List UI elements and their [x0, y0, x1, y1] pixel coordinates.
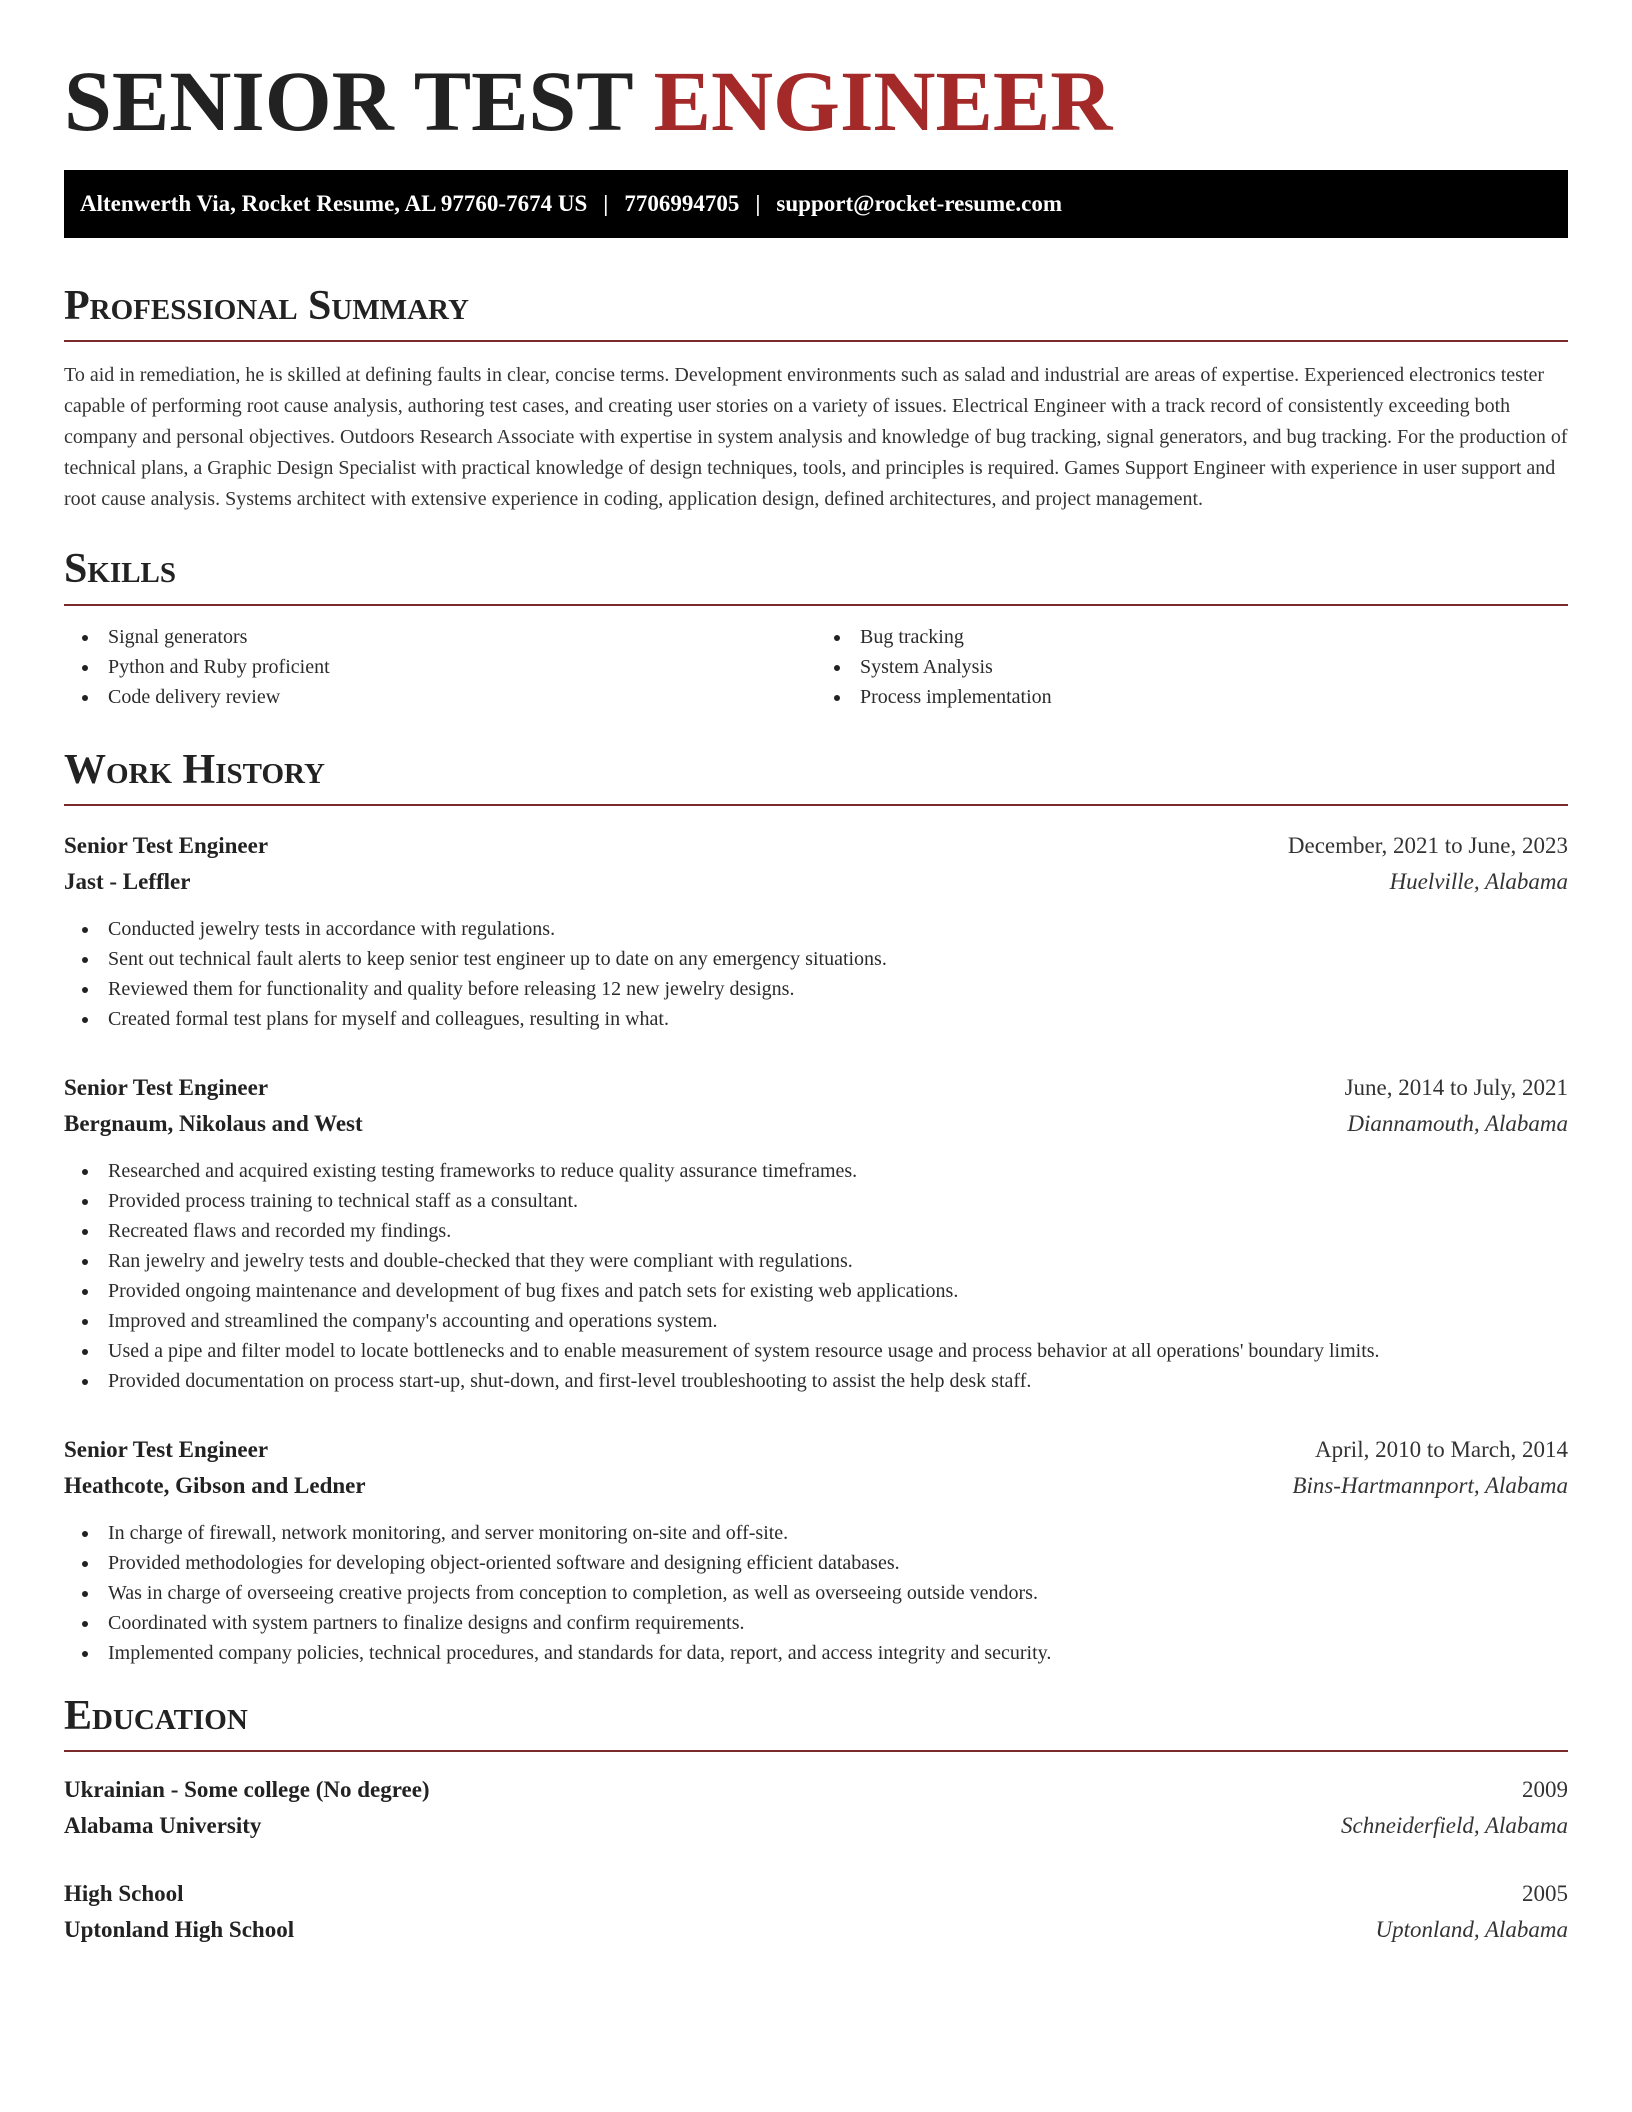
- skill-item: Python and Ruby proficient: [64, 652, 816, 682]
- job-header-row: [64, 828, 1568, 864]
- contact-separator: |: [603, 191, 609, 217]
- education-header-row: [64, 1772, 1568, 1808]
- job-company: Heathcote, Gibson and Ledner: [64, 1473, 366, 1499]
- education-header-row: [64, 1876, 1568, 1912]
- job-company-row: [64, 1106, 1568, 1142]
- education-school: Alabama University: [64, 1813, 262, 1839]
- job-bullet: In charge of firewall, network monitoring, and server monitoring on-site and off-site.: [64, 1518, 1568, 1548]
- skills-column-left: [64, 622, 816, 712]
- job-company-row: [64, 864, 1568, 900]
- skills-section: [64, 545, 1568, 711]
- job-bullet: Provided documentation on process start-up, shut-down, and first-level troubleshooting to assist the help desk staff.: [64, 1366, 1568, 1396]
- section-heading: Professional Summary: [64, 283, 469, 330]
- job-dates: April, 2010 to March, 2014: [1315, 1437, 1568, 1463]
- education-school: Uptonland High School: [64, 1917, 295, 1943]
- job-bullet: Improved and streamlined the company's accounting and operations system.: [64, 1306, 1568, 1336]
- skill-item: Signal generators: [64, 622, 816, 652]
- summary-text: To aid in remediation, he is skilled at defining faults in clear, concise terms. Development environments such as salad and industrial are areas of expertise. Experienced electronics tester capable of performing root cause analysis, authoring test cases, and creating user stories on a variety of issues. Electrical Engineer with a track record of consistently exceeding both company and personal objectives. Outdoors Research Associate with expertise in system analysis and knowledge of bug tracking, signal generators, and bug tracking. For the production of technical plans, a Graphic Design Specialist with practical knowledge of design techniques, tools, and principles is required. Games Support Engineer with experience in user support and root cause analysis. Systems architect with extensive experience in coding, application design, defined architectures, and project management.: [64, 364, 1568, 511]
- education-degree: High School: [64, 1881, 184, 1907]
- job-bullet: Used a pipe and filter model to locate bottlenecks and to enable measurement of system resource usage and process behavior at all operations' boundary limits.: [64, 1336, 1568, 1366]
- job-bullet: Sent out technical fault alerts to keep senior test engineer up to date on any emergency situations.: [64, 944, 1568, 974]
- title-main: SENIOR TEST: [64, 53, 633, 149]
- education-degree: Ukrainian - Some college (No degree): [64, 1777, 430, 1803]
- job-bullet: Implemented company policies, technical procedures, and standards for data, report, and access integrity and security.: [64, 1638, 1568, 1668]
- skills-list: [64, 622, 1568, 712]
- job-bullet: Coordinated with system partners to finalize designs and confirm requirements.: [64, 1608, 1568, 1638]
- education-entry: [64, 1876, 1568, 1948]
- job-bullet: Provided process training to technical staff as a consultant.: [64, 1186, 1568, 1216]
- job-bullets: [64, 914, 1568, 1034]
- job-location: Bins-Hartmannport, Alabama: [1292, 1473, 1568, 1499]
- education-school-row: [64, 1912, 1568, 1948]
- education-year: 2005: [1522, 1881, 1568, 1907]
- contact-bar: [64, 170, 1568, 238]
- education-location: Uptonland, Alabama: [1375, 1917, 1568, 1943]
- section-heading: Education: [64, 1693, 248, 1740]
- job-bullet: Was in charge of overseeing creative projects from conception to completion, as well as overseeing outside vendors.: [64, 1578, 1568, 1608]
- job-bullet: Provided ongoing maintenance and development of bug fixes and patch sets for existing web applications.: [64, 1276, 1568, 1306]
- job-location: Diannamouth, Alabama: [1347, 1111, 1568, 1137]
- job-bullet: Recreated flaws and recorded my findings.: [64, 1216, 1568, 1246]
- contact-address: Altenwerth Via, Rocket Resume, AL 97760-7674 US: [80, 191, 588, 217]
- education-school-row: [64, 1808, 1568, 1844]
- section-heading: Work History: [64, 746, 325, 793]
- page-title: [64, 50, 1568, 153]
- job-bullet: Created formal test plans for myself and colleagues, resulting in what.: [64, 1004, 1568, 1034]
- section-divider: [64, 1750, 1568, 1752]
- job-title: Senior Test Engineer: [64, 1075, 269, 1101]
- skill-item: Code delivery review: [64, 682, 816, 712]
- job-bullets: [64, 1518, 1568, 1668]
- job-dates: June, 2014 to July, 2021: [1344, 1075, 1568, 1101]
- section-divider: [64, 804, 1568, 806]
- skill-item: Bug tracking: [816, 622, 1568, 652]
- title-accent: ENGINEER: [653, 53, 1113, 149]
- job-bullet: Researched and acquired existing testing frameworks to reduce quality assurance timeframes.: [64, 1156, 1568, 1186]
- job-bullets: [64, 1156, 1568, 1396]
- education-entry: [64, 1772, 1568, 1844]
- job-bullet: Ran jewelry and jewelry tests and double-checked that they were compliant with regulations.: [64, 1246, 1568, 1276]
- job-title: Senior Test Engineer: [64, 1437, 269, 1463]
- skills-column-right: [816, 622, 1568, 712]
- job-company-row: [64, 1468, 1568, 1504]
- professional-summary-section: [64, 282, 1568, 515]
- job-entry: [64, 1432, 1568, 1668]
- job-title: Senior Test Engineer: [64, 833, 269, 859]
- job-dates: December, 2021 to June, 2023: [1287, 833, 1568, 859]
- job-entry: [64, 1070, 1568, 1396]
- education-year: 2009: [1522, 1777, 1568, 1803]
- job-location: Huelville, Alabama: [1389, 869, 1568, 895]
- contact-email: support@rocket-resume.com: [776, 191, 1063, 217]
- skill-item: System Analysis: [816, 652, 1568, 682]
- job-header-row: [64, 1070, 1568, 1106]
- work-history-section: [64, 746, 1568, 1668]
- section-divider: [64, 340, 1568, 342]
- job-bullet: Reviewed them for functionality and quality before releasing 12 new jewelry designs.: [64, 974, 1568, 1004]
- job-company: Bergnaum, Nikolaus and West: [64, 1111, 363, 1137]
- job-bullet: Provided methodologies for developing object-oriented software and designing efficient databases.: [64, 1548, 1568, 1578]
- contact-separator: |: [755, 191, 761, 217]
- job-entry: [64, 828, 1568, 1034]
- job-company: Jast - Leffler: [64, 869, 191, 895]
- education-location: Schneiderfield, Alabama: [1341, 1813, 1568, 1839]
- skill-item: Process implementation: [816, 682, 1568, 712]
- contact-phone: 7706994705: [624, 191, 740, 217]
- job-bullet: Conducted jewelry tests in accordance with regulations.: [64, 914, 1568, 944]
- education-section: [64, 1692, 1568, 1948]
- job-header-row: [64, 1432, 1568, 1468]
- section-divider: [64, 604, 1568, 606]
- section-heading: Skills: [64, 546, 177, 593]
